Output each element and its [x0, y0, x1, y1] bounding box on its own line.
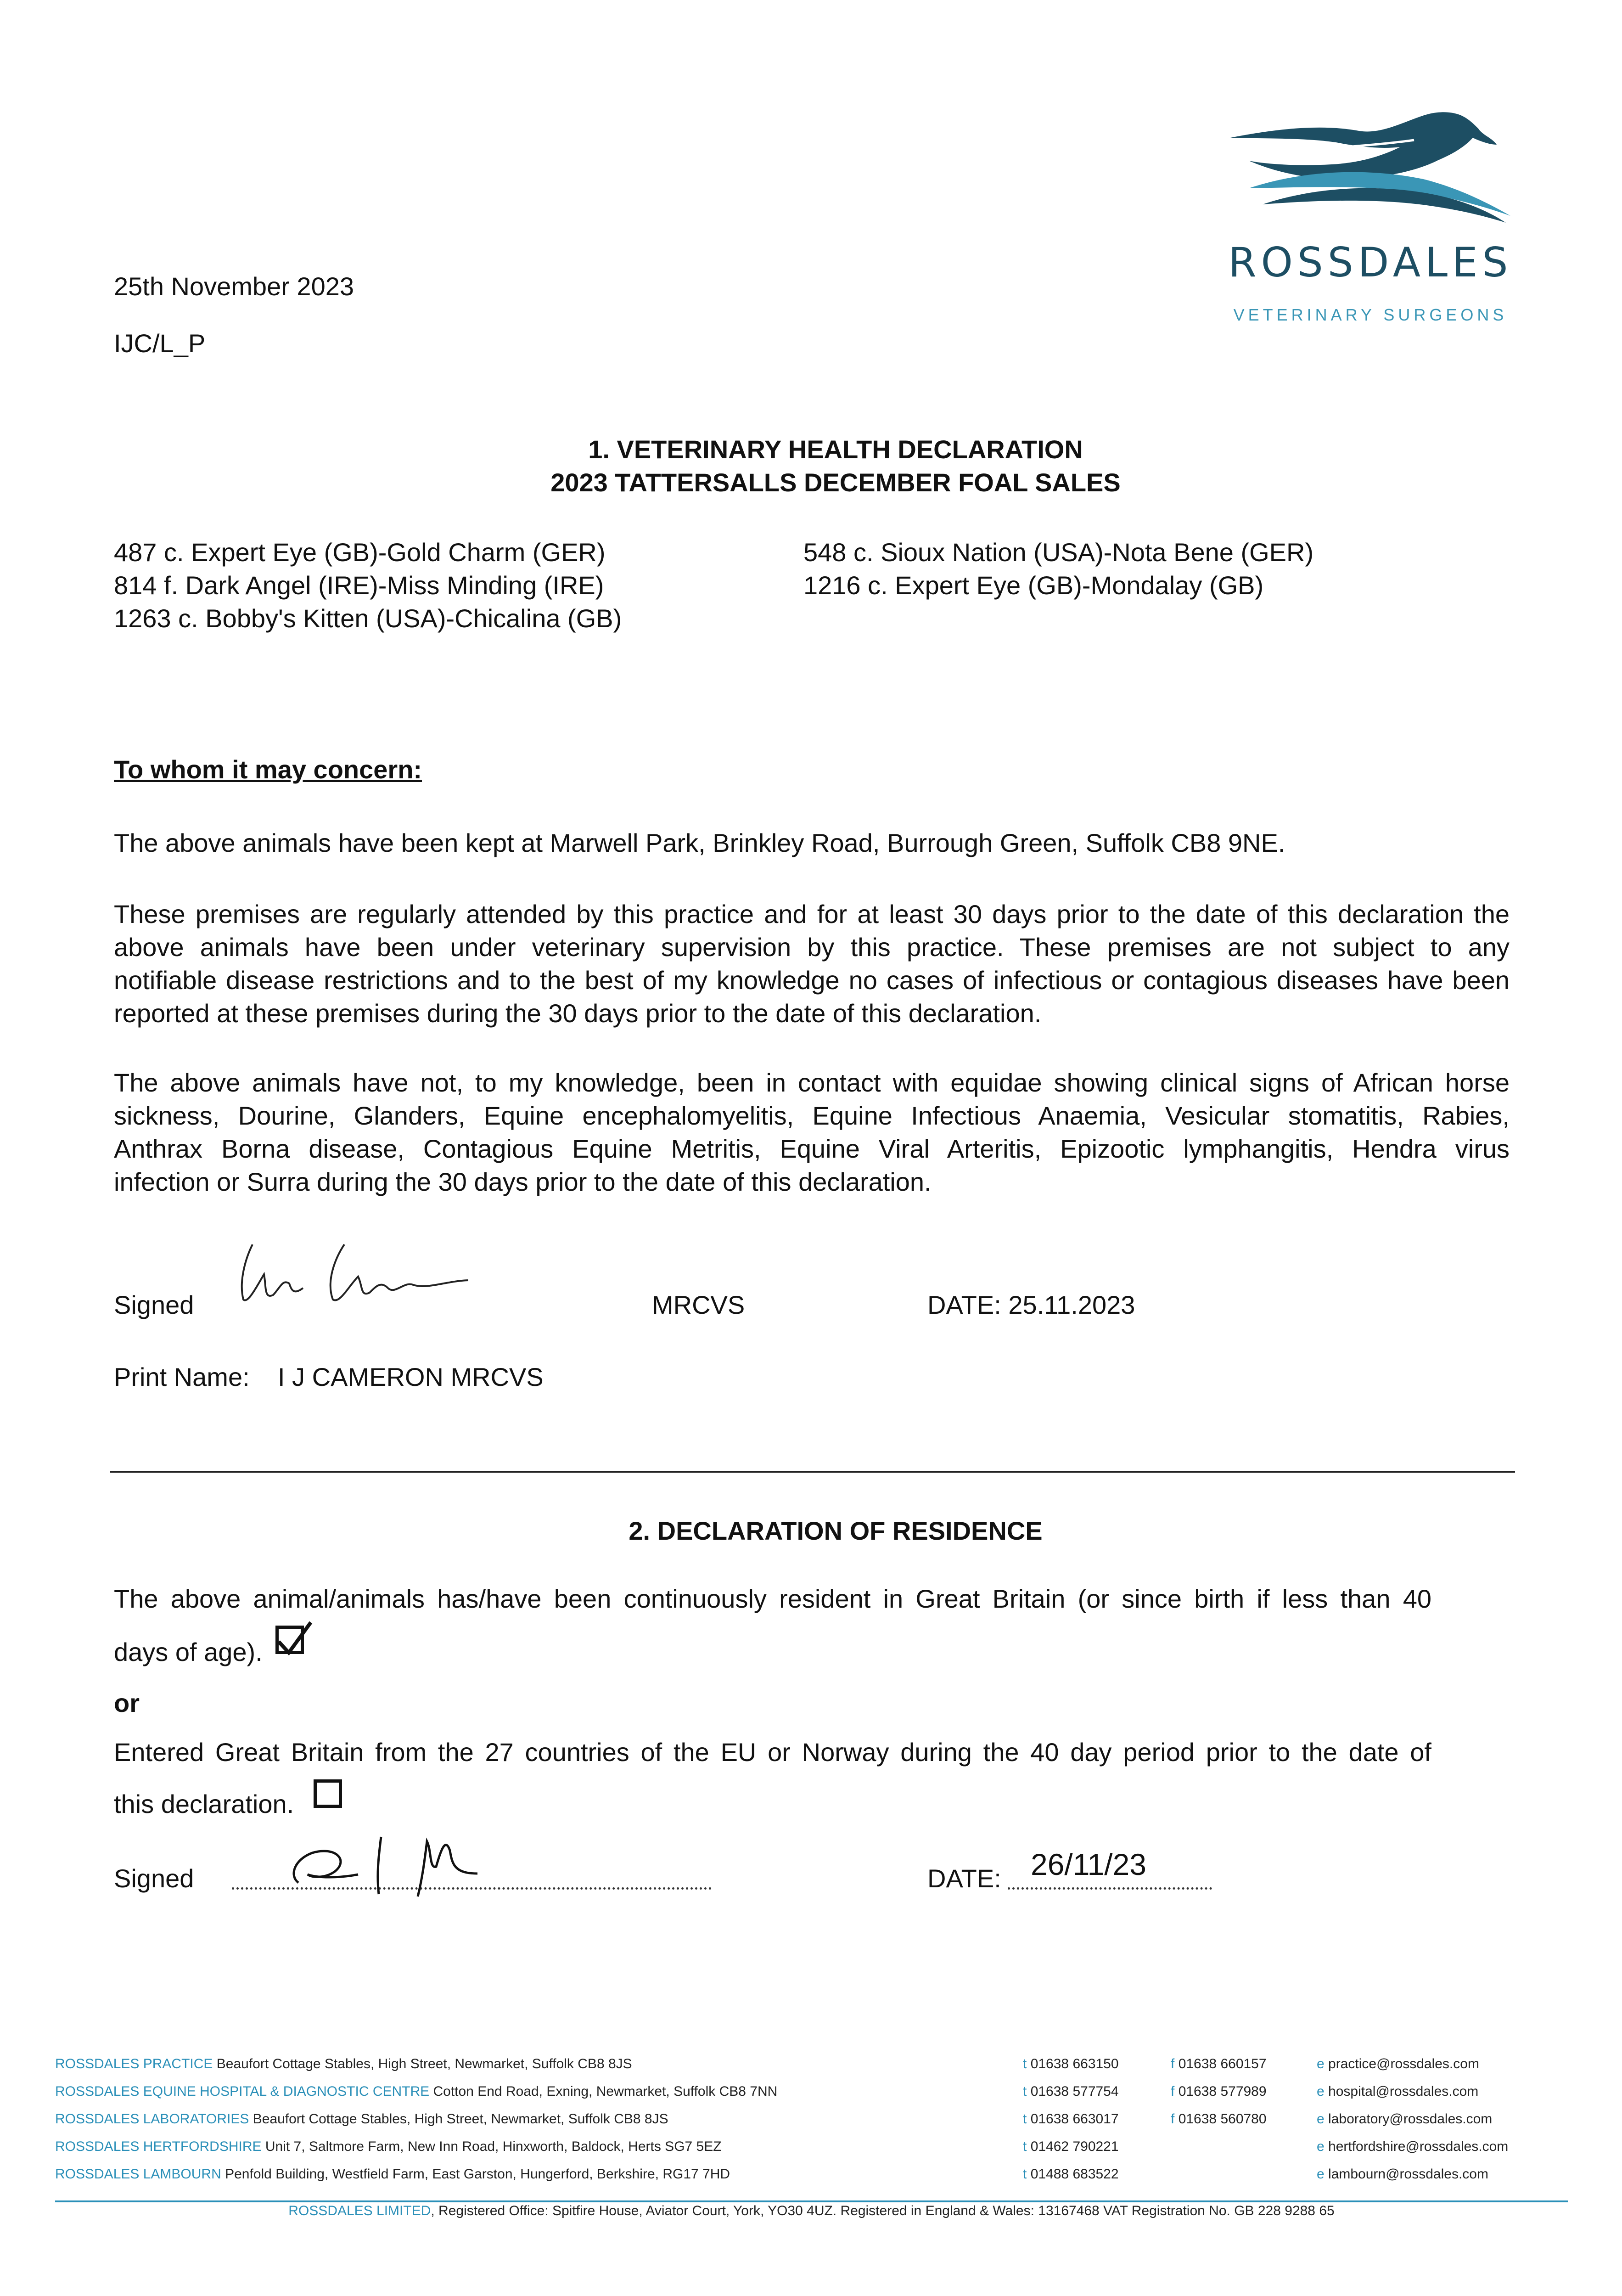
footer-row [55, 2133, 777, 2161]
paragraph-line: sickness, Dourine, Glanders, Equine encephalomyelitis, Equine Infectious Anaemia, Vesicular stomatitis, Rabies, [114, 1101, 1510, 1130]
footer-address: Cotton End Road, Exning, Newmarket, Suffolk CB8 7NN [433, 2084, 778, 2099]
residence-option-2-line-2: this declaration. [114, 1790, 294, 1818]
footer-tel[interactable]: 01638 663017 [1030, 2111, 1119, 2127]
footer-email[interactable]: hospital@rossdales.com [1328, 2084, 1479, 2099]
paragraph-line: These premises are regularly attended by this practice and for at least 30 days prior to the date of this declaration the [114, 900, 1510, 929]
paragraph-line: notifiable disease restrictions and to the best of my knowledge no cases of infectious or contagious diseases have been [114, 966, 1510, 995]
logo-subtitle: VETERINARY SURGEONS [1233, 305, 1508, 324]
footer-fax: 01638 660157 [1178, 2056, 1267, 2071]
footer-tel[interactable]: 01638 577754 [1030, 2084, 1119, 2099]
section1-title: 1. VETERINARY HEALTH DECLARATION [588, 435, 1083, 464]
footer-telephones: t 01638 663150 t 01638 577754 t 01638 663017 t 01462 790221 t 01488 683522 [1023, 2056, 1119, 2182]
salutation: To whom it may concern: [114, 755, 422, 784]
residence-option-1-line-2: days of age). [114, 1638, 263, 1666]
footer-org-name: ROSSDALES LAMBOURN [55, 2167, 221, 2182]
residence-option-2-line-1: Entered Great Britain from the 27 countries of the EU or Norway during the 40 day period prior to the date of [114, 1738, 1431, 1767]
signed-label: Signed [114, 1290, 194, 1319]
paragraph-line: The above animals have not, to my knowledge, been in contact with equidae showing clinical signs of African horse [114, 1068, 1510, 1097]
paragraph-premises-location: The above animals have been kept at Marwell Park, Brinkley Road, Burrough Green, Suffolk CB8 9NE. [114, 828, 1285, 857]
registered-office-text: , Registered Office: Spitfire House, Aviator Court, York, YO30 4UZ. Registered in England & Wales: 13167468 VAT Registration No. GB 228 9288 65 [431, 2203, 1335, 2218]
footer-org-name: ROSSDALES HERTFORDSHIRE [55, 2139, 262, 2154]
footer-emails: e practice@rossdales.com e hospital@rossdales.com e laboratory@rossdales.com e hertfordshire@rossdales.com e lambourn@rossdales.com [1317, 2056, 1509, 2182]
declaration-date: 26/11/23 [1031, 1847, 1147, 1881]
check-icon [276, 1621, 313, 1657]
residence-option-1-checkbox[interactable] [275, 1626, 304, 1654]
date-label-2: DATE: [927, 1864, 1001, 1893]
footer-rows [55, 2050, 777, 2188]
footer-address: Unit 7, Saltmore Farm, New Inn Road, Hinxworth, Baldock, Herts SG7 5EZ [265, 2139, 722, 2154]
logo-name: ROSSDALES [1228, 239, 1513, 286]
animal-right-1: 548 c. Sioux Nation (USA)-Nota Bene (GER) [803, 538, 1314, 567]
mrcvs-label: MRCVS [652, 1290, 745, 1319]
footer-address: Beaufort Cottage Stables, High Street, Newmarket, Suffolk CB8 8JS [216, 2056, 632, 2071]
horse-logo-icon [1221, 110, 1515, 230]
footer-address: Beaufort Cottage Stables, High Street, Newmarket, Suffolk CB8 8JS [253, 2111, 668, 2127]
paragraph-disease-contact [114, 1066, 1510, 1199]
paragraph-line: reported at these premises during the 30 days prior to the date of this declaration. [114, 999, 1042, 1028]
registered-office [55, 2200, 1568, 2223]
footer-tel[interactable]: 01638 663150 [1030, 2056, 1119, 2071]
paragraph-line: Anthrax Borna disease, Contagious Equine Metritis, Equine Viral Arteritis, Epizootic lymphangitis, Hendra virus [114, 1134, 1510, 1163]
registered-company-name: ROSSDALES LIMITED [288, 2203, 431, 2218]
footer-row [55, 2078, 777, 2105]
date-line[interactable] [1008, 1887, 1212, 1890]
section1-subtitle: 2023 TATTERSALLS DECEMBER FOAL SALES [550, 468, 1121, 497]
declarant-signature [285, 1832, 523, 1901]
footer-email[interactable]: lambourn@rossdales.com [1328, 2167, 1488, 2182]
footer-email[interactable]: hertfordshire@rossdales.com [1328, 2139, 1509, 2154]
vet-signature [230, 1231, 487, 1313]
signed-label-2: Signed [114, 1864, 194, 1893]
or-label: or [114, 1688, 140, 1717]
animal-left-3: 1263 c. Bobby's Kitten (USA)-Chicalina (GB) [114, 604, 622, 633]
footer-org-name: ROSSDALES PRACTICE [55, 2056, 213, 2071]
paragraph-line: above animals have been under veterinary supervision by this practice. These premises are not subject to any [114, 933, 1510, 962]
footer-email[interactable]: laboratory@rossdales.com [1328, 2111, 1493, 2127]
footer-fax: 01638 560780 [1178, 2111, 1267, 2127]
footer-tel[interactable]: 01462 790221 [1030, 2139, 1119, 2154]
animal-left-2: 814 f. Dark Angel (IRE)-Miss Minding (IRE) [114, 571, 604, 600]
footer-fax: 01638 577989 [1178, 2084, 1267, 2099]
paragraph-line: infection or Surra during the 30 days prior to the date of this declaration. [114, 1167, 932, 1196]
letter-date: 25th November 2023 [114, 272, 354, 301]
footer-address: Penfold Building, Westfield Farm, East Garston, Hungerford, Berkshire, RG17 7HD [225, 2167, 730, 2182]
footer-row [55, 2161, 777, 2188]
footer-row [55, 2050, 777, 2078]
print-name: I J CAMERON MRCVS [278, 1362, 544, 1391]
footer-org-name: ROSSDALES EQUINE HOSPITAL & DIAGNOSTIC CENTRE [55, 2084, 430, 2099]
paragraph-supervision [114, 898, 1510, 1030]
residence-option-2-checkbox[interactable] [314, 1779, 342, 1808]
section-divider [110, 1471, 1515, 1473]
residence-option-1-line-1: The above animal/animals has/have been continuously resident in Great Britain (or since birth if less than 40 [114, 1584, 1431, 1613]
animal-right-2: 1216 c. Expert Eye (GB)-Mondalay (GB) [803, 571, 1264, 600]
footer-org-name: ROSSDALES LABORATORIES [55, 2111, 249, 2127]
footer-row [55, 2105, 777, 2133]
residence-option-2 [114, 1736, 1431, 1769]
footer-tel[interactable]: 01488 683522 [1030, 2167, 1119, 2182]
footer-faxes: f 01638 660157 f 01638 577989 f 01638 560780 [1171, 2056, 1267, 2127]
residence-option-1 [114, 1582, 1431, 1616]
animal-left-1: 487 c. Expert Eye (GB)-Gold Charm (GER) [114, 538, 606, 567]
letter-reference: IJC/L_P [114, 329, 206, 358]
print-name-label: Print Name: [114, 1362, 250, 1391]
footer-email[interactable]: practice@rossdales.com [1328, 2056, 1479, 2071]
signature-date-1: DATE: 25.11.2023 [927, 1290, 1135, 1319]
section2-title: 2. DECLARATION OF RESIDENCE [629, 1516, 1043, 1545]
